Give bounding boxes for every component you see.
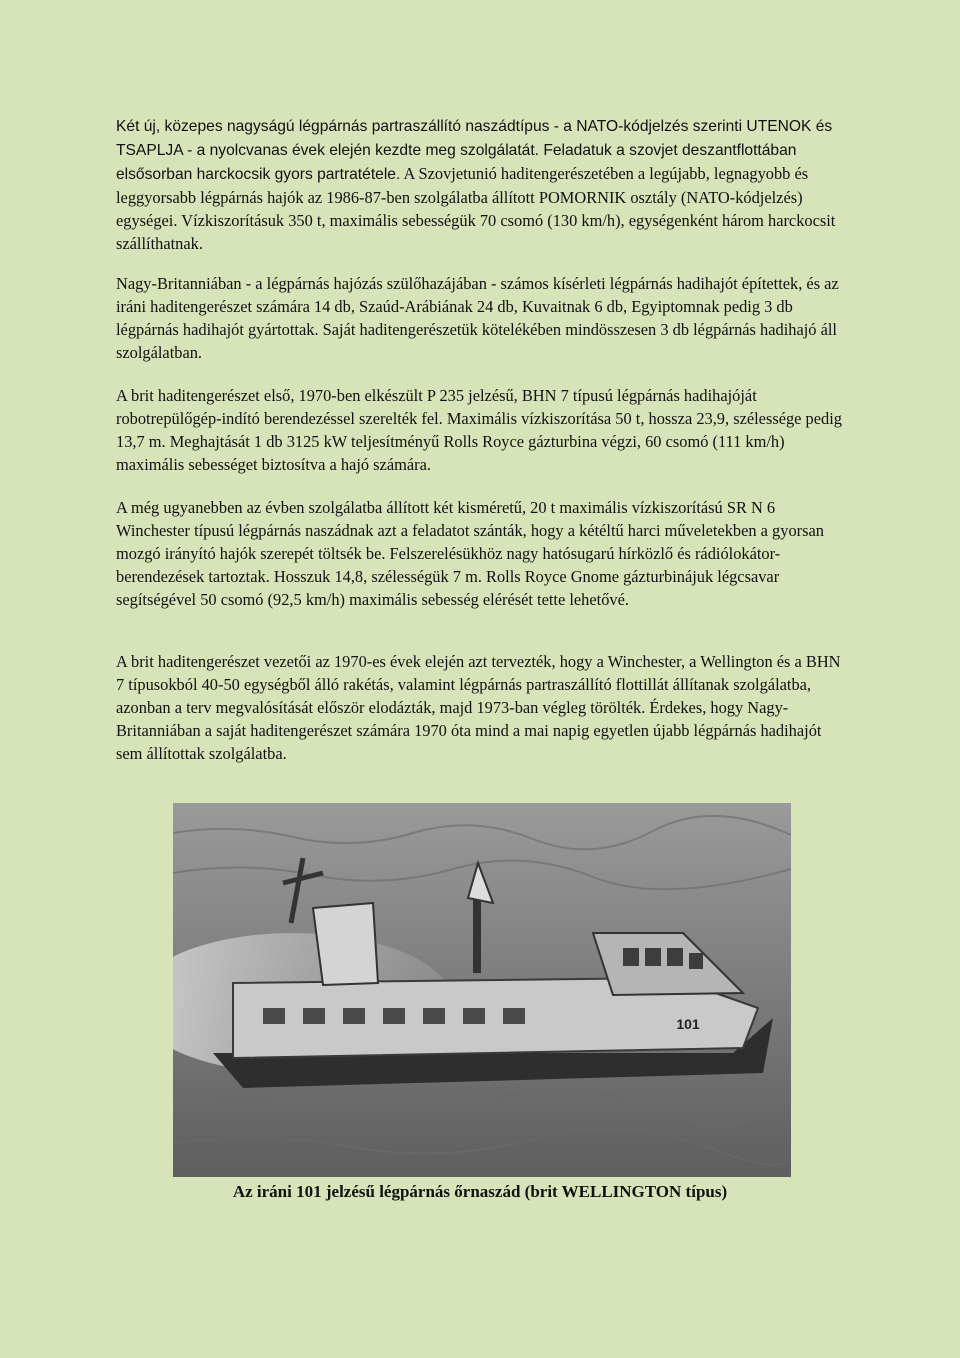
hovercraft-illustration bbox=[173, 803, 791, 1177]
paragraph-4: A még ugyanebben az évben szolgálatba állított két kisméretű, 20 t maximális vízkiszorítású SR N 6 Winchester típusú légpárnás naszádnak azt a feladatot szánták, hogy a kétéltű harci műveletekben a gyorsan mozgó irányító hajók szerepét töltsék be. Felszerelésükhöz nagy hatósugarú hírközlő és rádiólokátor-berendezések tartoztak. Hosszuk 14,8, szélességük 7 m. Rolls Royce Gnome gázturbinájuk légcsavar segítségével 50 csomó (92,5 km/h) maximális sebesség elérését tette lehetővé. bbox=[116, 498, 824, 609]
hovercraft-photo bbox=[173, 803, 791, 1177]
paragraph-1-sans-part: Két új, közepes nagyságú légpárnás partraszállító naszádtípus - a NATO-kódjelzés szerinti UTENOK és TSAPLJA - a nyolcvanas évek elején kezdte meg szolgálatát. Feladatuk a szovjet deszantflottában elsősorban harckocsik gyors partratétele. bbox=[116, 118, 833, 183]
propeller-pylon bbox=[313, 903, 378, 985]
photo-caption: Az iráni 101 jelzésű légpárnás őrnaszád (brit WELLINGTON típus) bbox=[232, 1182, 728, 1201]
paragraph-3: A brit haditengerészet első, 1970-ben elkészült P 235 jelzésű, BHN 7 típusú légpárnás hadihajóját robotrepülőgép-indító berendezéssel szerelték fel. Maximális vízkiszorítása 50 t, hossza 23,9, szélessége pedig 13,7 m. Meghajtását 1 db 3125 kW teljesítményű Rolls Royce gázturbina végzi, 60 csomó (111 km/h) maximális sebességet biztosítva a hajó számára. bbox=[116, 386, 842, 474]
mast bbox=[473, 893, 481, 973]
paragraph-1-serif-part: A Szovjetunió haditengerészetében a legújabb, legnagyobb és leggyorsabb légpárnás hajók az 1986-87-ben szolgálatba állított POMORNIK osztály (NATO-kódjelzés) egységei. Vízkiszorításuk 350 t, maximális sebességük 70 csomó (130 km/h), egységenként három harckocsit szállíthatnak. bbox=[116, 164, 836, 253]
hull-number: 101 bbox=[676, 1016, 700, 1032]
paragraph-2: Nagy-Britanniában - a légpárnás hajózás szülőhazájában - számos kísérleti légpárnás hadihajót építettek, és az iráni haditengerészet számára 14 db, Szaúd-Arábiának 24 db, Kuvaitnak 6 db, Egyiptomnak pedig 3 db légpárnás hadihajót gyártottak. Saját haditengerészetük kötelékében mindösszesen 3 db légpárnás hadihajó áll szolgálatban. bbox=[116, 274, 839, 362]
paragraph-5: A brit haditengerészet vezetői az 1970-es évek elején azt tervezték, hogy a Winchester, a Wellington és a BHN 7 típusokból 40-50 egységből álló rakétás, valamint légpárnás partraszállító flottillát állítanak szolgálatba, azonban a terv megvalósítását először elodázták, majd 1973-ban végleg törölték. Érdekes, hogy Nagy-Britanniában a saját haditengerészet számára 1970 óta mind a mai napig egyetlen újabb légpárnás hadihajót sem állítottak szolgálatba. bbox=[116, 652, 841, 763]
paragraph-1 bbox=[116, 114, 844, 255]
